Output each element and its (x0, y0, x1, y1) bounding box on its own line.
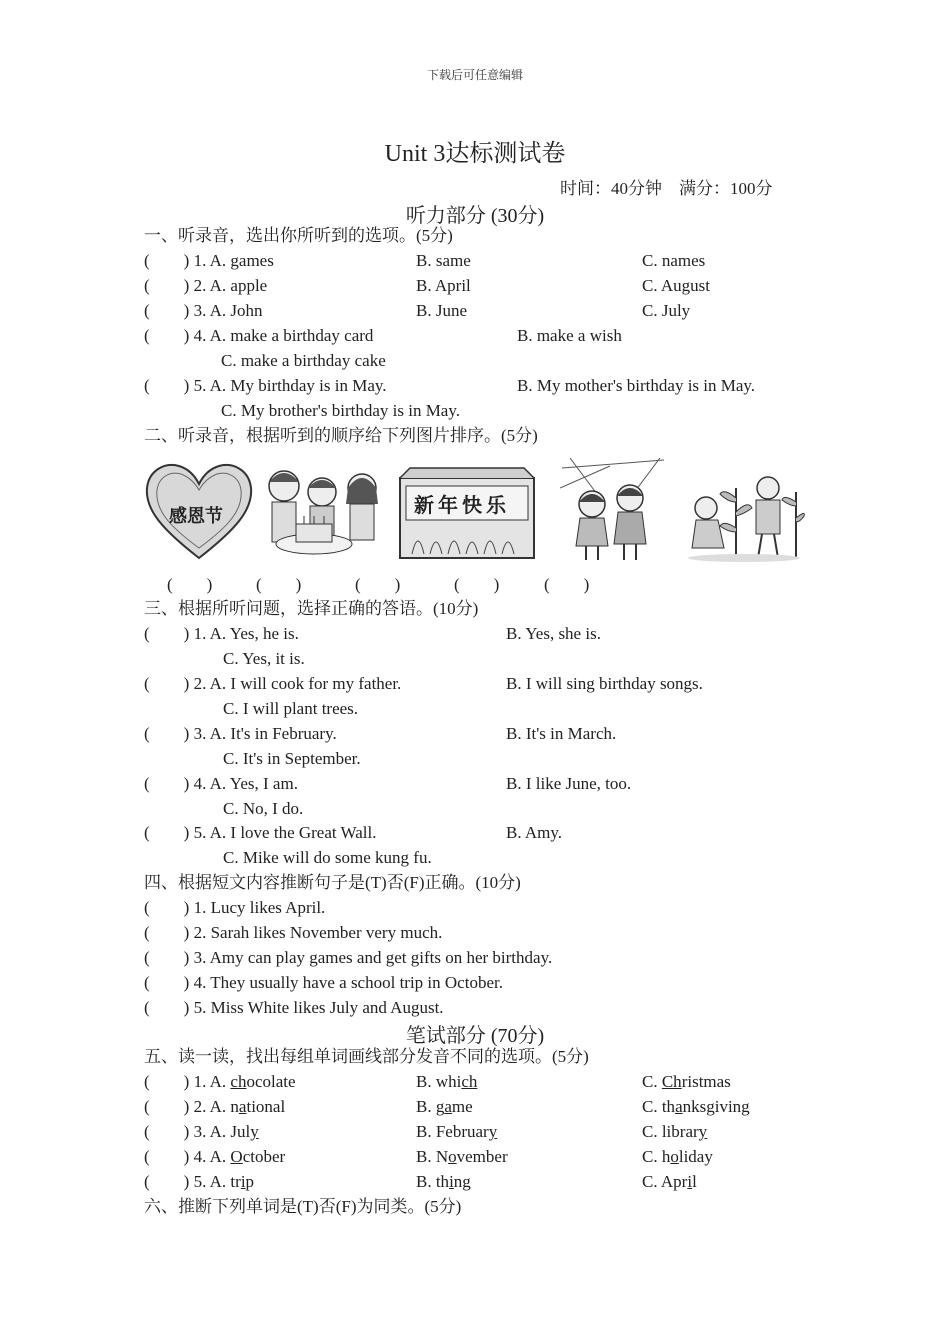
s5-heading: 五、读一读，找出每组单词画线部分发音不同的选项。(5分) (144, 1047, 589, 1066)
birthday-party-picture (262, 458, 384, 564)
planting-trees-picture (684, 458, 806, 564)
s4-heading: 四、根据短文内容推断句子是(T)否(F)正确。(10分) (144, 873, 521, 892)
blank-4[interactable]: ( ) (454, 575, 500, 594)
blank-3[interactable]: ( ) (355, 575, 401, 594)
blank-1[interactable]: ( ) (167, 575, 213, 594)
thanksgiving-heart-picture (143, 458, 255, 564)
blank-5[interactable]: ( ) (544, 575, 590, 594)
card-text: 新年快乐 (414, 493, 510, 517)
heart-text: 感恩节 (169, 506, 223, 527)
s2-blanks (0, 573, 950, 597)
time-info: 时间：40分钟 满分：100分 (560, 179, 773, 198)
header-note: 下载后可任意编辑 (426, 68, 523, 82)
s4-item-1: ( ) 1. Lucy likes April. (144, 898, 326, 917)
s4-item-3: ( ) 3. Amy can play games and get gifts on her birthday. (144, 948, 553, 967)
s1-heading: 一、听录音，选出你所听到的选项。(5分) (144, 226, 453, 245)
s4-item-2: ( ) 2. Sarah likes November very much. (144, 923, 443, 942)
part2-title: 笔试部分 (70分) (405, 1025, 545, 1047)
new-year-card-picture (396, 458, 538, 564)
s6-heading: 六、推断下列单词是(T)否(F)为同类。(5分) (144, 1197, 462, 1216)
s3-heading: 三、根据所听问题，选择正确的答语。(10分) (144, 599, 479, 618)
two-girls-picture (560, 458, 666, 564)
page-title: Unit 3达标测试卷 (384, 141, 566, 167)
part1-title: 听力部分 (30分) (405, 205, 545, 227)
s4-item-5: ( ) 5. Miss White likes July and August. (144, 998, 444, 1017)
blank-2[interactable]: ( ) (256, 575, 302, 594)
s2-heading: 二、听录音，根据听到的顺序给下列图片排序。(5分) (144, 426, 538, 445)
s4-item-4: ( ) 4. They usually have a school trip in October. (144, 973, 503, 992)
